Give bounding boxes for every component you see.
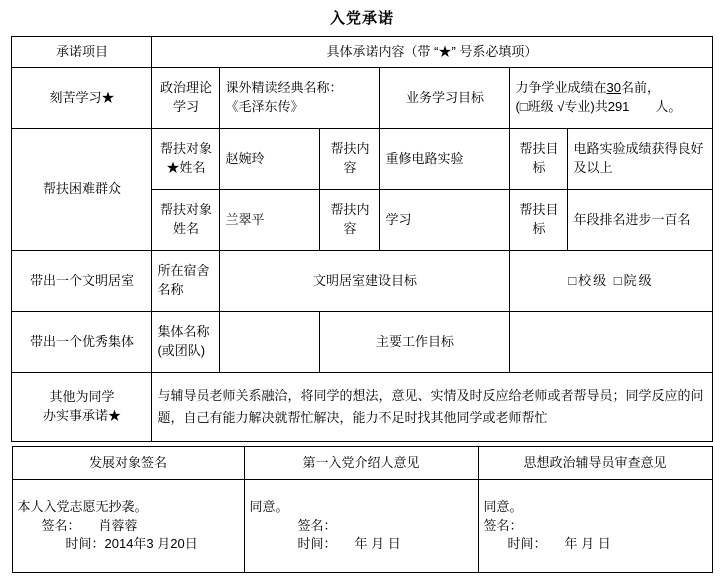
collective-goal-label: 主要工作目标 <box>320 312 510 373</box>
study-goal-rank: 30 <box>606 80 621 96</box>
page-title: 入党承诺 <box>329 10 394 27</box>
row-collective <box>12 312 712 373</box>
header-item-cell: 承诺项目 <box>12 37 152 68</box>
signature-body-row <box>12 480 712 573</box>
developer-date-line <box>18 535 239 554</box>
counselor-sign-label: 签名： <box>483 517 523 533</box>
help2-content-label: 帮扶内容 <box>320 190 380 251</box>
other-item-label <box>12 373 152 442</box>
table-header-row <box>12 37 712 68</box>
signature-header-col2: 第一入党介绍人意见 <box>244 447 478 480</box>
introducer-sign-label: 签名： <box>297 517 337 533</box>
help1-target-label: 帮扶对象★姓名 <box>152 129 220 190</box>
developer-date-label: 时间： <box>65 536 105 552</box>
introducer-date-label: 时间： <box>297 536 337 552</box>
help1-goal-label: 帮扶目标 <box>510 129 568 190</box>
counselor-date-label: 时间： <box>507 536 547 552</box>
signature-header-col3: 思想政治辅导员审查意见 <box>478 447 712 480</box>
study-item-label: 刻苦学习★ <box>12 68 152 129</box>
developer-date-value: 2014年3 月20日 <box>104 536 198 552</box>
other-item-line2: 办实事承诺★ <box>42 408 121 423</box>
study-theory-label: 政治理论学习 <box>152 68 220 129</box>
developer-sign-label: 签名： <box>41 517 81 533</box>
other-item-line1: 其他为同学 <box>49 389 115 405</box>
dorm-name-label: 所在宿舍名称 <box>152 251 220 312</box>
study-goal-text3: (□班级 √专业)共291 <box>515 99 630 114</box>
help2-content-value: 学习 <box>380 190 510 251</box>
signature-cell-developer <box>12 480 244 573</box>
help2-goal-value: 年段排名进步一百名 <box>568 190 712 251</box>
help1-content-value: 重修电路实验 <box>380 129 510 190</box>
study-classic-value: 《毛泽东传》 <box>225 99 304 114</box>
collective-name-value <box>220 312 320 373</box>
help2-goal-label: 帮扶目标 <box>510 190 568 251</box>
study-goal-text1: 力争学业成绩在 <box>515 80 607 96</box>
other-content-value: 与辅导员老师关系融洽，将同学的想法，意见、实情及时反应给老师或者帮导员；同学反应的问题，自己有能力解决就帮忙解决，能力不足时找其他同学或老师帮忙 <box>152 373 712 442</box>
header-content-cell: 具体承诺内容（带 “★” 号系必填项） <box>152 37 712 68</box>
row-help-person1 <box>12 129 712 190</box>
signature-table <box>12 446 713 573</box>
introducer-date-line <box>250 535 473 554</box>
dorm-goal-options[interactable]: □校级 □院级 <box>510 251 712 312</box>
help1-content-label: 帮扶内容 <box>320 129 380 190</box>
introducer-date-value: 年 月 日 <box>354 536 401 552</box>
row-dorm <box>12 251 712 312</box>
help1-goal-value: 电路实验成绩获得良好及以上 <box>568 129 712 190</box>
counselor-date-value: 年 月 日 <box>564 536 611 552</box>
help2-target-label: 帮扶对象姓名 <box>152 190 220 251</box>
collective-name-label: 集体名称(或团队) <box>152 312 220 373</box>
commitment-table <box>11 36 712 442</box>
collective-item-label: 带出一个优秀集体 <box>12 312 152 373</box>
introducer-sign-line <box>250 517 473 536</box>
counselor-date-line <box>484 535 707 554</box>
study-goal-line2 <box>515 98 706 117</box>
introducer-statement: 同意。 <box>249 498 289 514</box>
developer-sign-line <box>18 517 239 536</box>
help-item-label: 帮扶困难群众 <box>12 129 152 251</box>
help2-target-value: 兰翠平 <box>220 190 320 251</box>
signature-cell-introducer <box>244 480 478 573</box>
counselor-sign-line <box>484 517 707 536</box>
row-study <box>12 68 712 129</box>
dorm-goal-label: 文明居室建设目标 <box>220 251 510 312</box>
study-classic-label: 课外精读经典名称： <box>225 80 343 96</box>
developer-statement: 本人入党志愿无抄袭。 <box>17 498 148 514</box>
study-goal-label: 业务学习目标 <box>380 68 510 129</box>
signature-cell-counselor <box>478 480 712 573</box>
help1-target-value: 赵婉玲 <box>220 129 320 190</box>
study-goal-line1 <box>515 79 706 98</box>
row-other <box>12 373 712 442</box>
study-goal-cell <box>510 68 712 129</box>
counselor-statement: 同意。 <box>483 498 523 514</box>
study-classic-cell <box>220 68 380 129</box>
signature-header-row <box>12 447 712 480</box>
study-goal-text2: 名前， <box>620 80 660 96</box>
collective-goal-value <box>510 312 712 373</box>
dorm-item-label: 带出一个文明居室 <box>12 251 152 312</box>
signature-header-col1: 发展对象签名 <box>12 447 244 480</box>
study-goal-text4: 人。 <box>655 99 682 114</box>
developer-sign-value: 肖蓉蓉 <box>98 517 138 533</box>
